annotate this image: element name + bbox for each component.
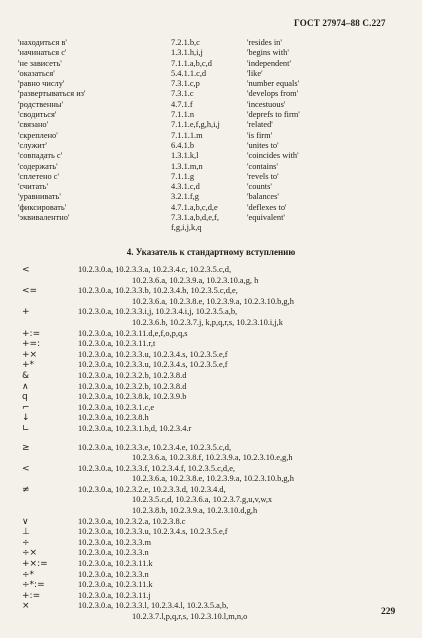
glossary-term-en: 'unites to' <box>247 140 279 150</box>
index-references: 10.2.3.6.b, 10.2.3.7.j, k,p,q,r,s, 10.2.3.10.i,j,k <box>132 317 283 327</box>
glossary-reference: 3.2.1.f,g <box>171 192 199 202</box>
index-row <box>18 392 408 403</box>
index-references: 10.2.3.0.a, 10.2.3.1.c,e <box>78 402 155 412</box>
glossary-term-ru: 'начинаться с' <box>18 48 67 58</box>
glossary-reference: 7.3.1.c,p <box>171 79 200 89</box>
index-symbol: +×:= <box>22 559 48 570</box>
glossary-term-en: 'incestuous' <box>247 99 286 109</box>
glossary-row <box>18 79 408 89</box>
index-references: 10.2.3.0.a, 10.2.3.3.u, 10.2.3.4.s, 10.2.3.5.e,f <box>78 349 228 359</box>
index-references: 10.2.3.0.a, 10.2.3.11.k <box>78 559 153 569</box>
glossary-term-ru: 'развертываться из' <box>18 89 86 99</box>
index-symbol: +× <box>22 349 38 360</box>
glossary-reference: 7.1.1.n <box>171 110 195 120</box>
index-symbol: ÷× <box>22 548 38 559</box>
glossary-term-ru: 'равно числу' <box>18 79 65 89</box>
index-symbol: +* <box>22 360 35 371</box>
glossary-reference: 7.3.1.a,b,d,e,f, <box>171 213 219 223</box>
index-row <box>18 265 408 276</box>
index-references: 10.2.3.0.a, 10.2.3.3.n <box>78 569 149 579</box>
index-references: 10.2.3.8.b, 10.2.3.9.a, 10.2.3.10.d,g,h <box>132 506 258 516</box>
glossary-term-en: 'resides in' <box>247 38 282 47</box>
index-references: 10.2.3.0.a, 10.2.3.2.b, 10.2.3.8.d <box>78 370 187 380</box>
glossary-row <box>18 120 408 130</box>
glossary-term-ru: 'находиться в' <box>18 38 67 47</box>
glossary-term-en: 'contains' <box>247 161 278 171</box>
index-references: 10.2.3.0.a, 10.2.3.3.u, 10.2.3.4.s, 10.2.3.5.e,f <box>78 527 228 537</box>
glossary-term-en: 'coincides with' <box>247 151 299 161</box>
glossary-row <box>18 203 408 213</box>
index-symbol: ∟ <box>22 423 30 434</box>
index-row <box>18 350 408 361</box>
index-references: 10.2.3.0.a, 10.2.3.3.n <box>78 548 149 558</box>
index-references: 10.2.3.5.c,d, 10.2.3.6.a, 10.2.3.7.g,u,v,w,x <box>132 495 273 505</box>
index-symbol: + <box>22 307 30 318</box>
glossary-reference: 7.1.1.g <box>171 171 195 181</box>
index-references: 10.2.3.6.a, 10.2.3.8.f, 10.2.3.9.a, 10.2.3.10.e,g,h <box>132 453 293 463</box>
index-references: 10.2.3.0.a, 10.2.3.11.k <box>78 580 153 590</box>
glossary-reference: 4.7.1.a,b,c,d,e <box>171 202 218 212</box>
index-references: 10.2.3.0.a, 10.2.3.2.a, 10.2.3.8.c <box>78 516 186 526</box>
index-references: 10.2.3.0.a, 10.2.3.3.a, 10.2.3.4.c, 10.2.3.5.c,d, <box>78 265 232 274</box>
index-row <box>18 474 408 485</box>
glossary-row <box>18 223 408 233</box>
glossary-reference: 7.1.1.e,f,g,h,i,j <box>171 120 220 130</box>
glossary-row <box>18 100 408 110</box>
index-symbol: ÷* <box>22 569 35 580</box>
glossary-term-en: 'like' <box>247 68 263 78</box>
index-row <box>18 297 408 308</box>
index-row <box>18 403 408 414</box>
glossary-reference: 7.2.1.b,c <box>171 38 200 47</box>
index-row <box>18 329 408 340</box>
glossary-term-ru: 'уравнивать' <box>18 192 61 202</box>
glossary-reference: 7.3.1.c <box>171 89 194 99</box>
index-symbol: ⌐ <box>22 402 30 413</box>
index-symbol: < <box>22 463 30 474</box>
index-references: 10.2.3.0.a, 10.2.3.3.f, 10.2.3.4.f, 10.2.3.5.c,d,e, <box>78 463 236 473</box>
index-references: 10.2.3.0.a, 10.2.3.11.r,t <box>78 339 156 349</box>
glossary-row <box>18 182 408 192</box>
glossary-reference: 7.1.1.1.m <box>171 130 203 140</box>
index-row <box>18 413 408 424</box>
index-references: 10.2.3.0.a, 10.2.3.11.d,e,f,o,p,q,s <box>78 328 188 338</box>
index-symbol: q <box>22 392 28 403</box>
index-references: 10.2.3.0.a, 10.2.3.8.h <box>78 413 149 423</box>
index-symbol: ≥ <box>22 442 30 453</box>
index-row <box>18 591 408 602</box>
glossary-row <box>18 141 408 151</box>
index-symbol: +:= <box>22 328 41 339</box>
glossary-term-en: 'begins with' <box>247 48 289 58</box>
glossary-term-en: 'develops from' <box>247 89 299 99</box>
index-references: 10.2.3.6.a, 10.2.3.8.e, 10.2.3.9.a, 10.2.3.10.b,g,h <box>132 474 294 484</box>
index-row <box>18 612 408 623</box>
glossary-row <box>18 213 408 223</box>
index-row <box>18 371 408 382</box>
glossary-term-en: 'revels to' <box>247 171 279 181</box>
index-row <box>18 382 408 393</box>
glossary-term-ru: 'сплетено с' <box>18 171 59 181</box>
index-symbol: +=: <box>22 339 41 350</box>
index-row <box>18 485 408 496</box>
index-references: 10.2.3.0.a, 10.2.3.2.b, 10.2.3.8.d <box>78 381 187 391</box>
glossary-reference: 6.4.1.b <box>171 140 195 150</box>
glossary-reference: 1.3.1.h,i,j <box>171 48 203 58</box>
glossary-row <box>18 89 408 99</box>
index-references: 10.2.3.0.a, 10.2.3.3.l, 10.2.3.4.l, 10.2.3.5.a,b, <box>78 601 229 611</box>
glossary-row <box>18 151 408 161</box>
glossary-term-ru: 'считать' <box>18 182 49 192</box>
glossary-term-ru: 'оказаться' <box>18 68 55 78</box>
glossary-term-ru: 'скреплено' <box>18 130 58 140</box>
index-references: 10.2.3.0.a, 10.2.3.11.j <box>78 590 151 600</box>
index-symbol: +:= <box>22 590 41 601</box>
index-references: 10.2.3.0.a, 10.2.3.3.i,j, 10.2.3.4.i,j, 10.2.3.5.a,b, <box>78 307 238 317</box>
index-row <box>18 424 408 435</box>
glossary-term-en: 'balances' <box>247 192 279 202</box>
glossary-term-en: 'related' <box>247 120 273 130</box>
index-row <box>18 580 408 591</box>
glossary-reference: 5.4.1.1.c,d <box>171 68 207 78</box>
index-references: 10.2.3.0.a, 10.2.3.8.k, 10.2.3.9.b <box>78 392 187 402</box>
index-row <box>18 495 408 506</box>
index-row <box>18 453 408 464</box>
index-row <box>18 464 408 475</box>
glossary-term-ru: 'не зависеть' <box>18 58 62 68</box>
glossary-reference: 1.3.1.k,l <box>171 151 199 161</box>
index-row <box>18 538 408 549</box>
index-row <box>18 443 408 454</box>
page-header: ГОСТ 27974–88 С.227 <box>294 18 386 28</box>
index-symbol: & <box>22 370 30 381</box>
glossary-term-ru: 'эквивалентно' <box>18 213 70 223</box>
index-references: 10.2.3.0.a, 10.2.3.2.e, 10.2.3.3.d, 10.2.3.4.d, <box>78 484 226 494</box>
index-row <box>18 527 408 538</box>
glossary-term-en: 'number equals' <box>247 79 300 89</box>
index-row <box>18 570 408 581</box>
glossary-term-ru: 'сводиться' <box>18 110 57 120</box>
glossary-term-en: 'equivalent' <box>247 213 285 223</box>
index-symbol: <= <box>22 286 38 297</box>
index-symbol: ∨ <box>22 516 29 527</box>
glossary-term-ru: 'связано' <box>18 120 49 130</box>
index-row <box>18 506 408 517</box>
glossary-row <box>18 110 408 120</box>
glossary-row <box>18 131 408 141</box>
glossary-reference: 1.3.1.m,n <box>171 161 203 171</box>
index-symbol: ∧ <box>22 381 29 392</box>
index-symbol: ⊥ <box>22 527 30 538</box>
glossary-row <box>18 69 408 79</box>
index-references: 10.2.3.6.a, 10.2.3.9.a, 10.2.3.10.a,g, h <box>132 275 259 285</box>
index-references: 10.2.3.0.a, 10.2.3.3.b, 10.2.3.4.b, 10.2.3.5.c,d,e, <box>78 286 238 296</box>
index-row <box>18 307 408 318</box>
index-symbol: < <box>22 265 30 275</box>
glossary-row <box>18 59 408 69</box>
index-row <box>18 559 408 570</box>
glossary-list <box>18 38 408 234</box>
index-row <box>18 360 408 371</box>
index-row <box>18 318 408 329</box>
index-row <box>18 286 408 297</box>
index-symbol: ÷*:= <box>22 580 45 591</box>
glossary-row <box>18 192 408 202</box>
glossary-term-ru: 'родственны' <box>18 99 64 109</box>
glossary-row <box>18 172 408 182</box>
page-number: 229 <box>381 607 396 617</box>
index-references: 10.2.3.0.a, 10.2.3.1.b,d, 10.2.3.4.r <box>78 423 192 433</box>
glossary-term-en: 'independent' <box>247 58 291 68</box>
index-symbol: ↓ <box>22 413 30 424</box>
glossary-row <box>18 38 408 48</box>
index-symbol: ÷ <box>22 537 30 548</box>
index-references: 10.2.3.7.l,p,q,r,s, 10.2.3.10.l,m,n,o <box>132 612 248 621</box>
index-symbol: ≠ <box>22 484 30 495</box>
glossary-row <box>18 48 408 58</box>
glossary-term-en: 'deprefs to firm' <box>247 110 300 120</box>
section-title: 4. Указатель к стандартному вступлению <box>126 247 296 257</box>
index-references: 10.2.3.6.a, 10.2.3.8.e, 10.2.3.9.a, 10.2.3.10.b,g,h <box>132 296 294 306</box>
glossary-reference: 7.1.1.a,b,c,d <box>171 58 212 68</box>
glossary-row <box>18 162 408 172</box>
index-references: 10.2.3.0.a, 10.2.3.3.u, 10.2.3.4.s, 10.2.3.5.e,f <box>78 360 228 370</box>
glossary-term-ru: 'фиксировать' <box>18 202 67 212</box>
glossary-term-en: 'deflexes to' <box>247 202 287 212</box>
index-row <box>18 548 408 559</box>
standard-prelude-index <box>18 265 408 623</box>
glossary-term-en: 'counts' <box>247 182 272 192</box>
index-symbol: × <box>22 601 30 612</box>
glossary-reference: f,g,i,j,k,q <box>171 223 202 233</box>
glossary-term-en: 'is firm' <box>247 130 273 140</box>
glossary-reference: 4.7.1.f <box>171 99 193 109</box>
index-row <box>18 601 408 612</box>
index-row <box>18 517 408 528</box>
index-row <box>18 339 408 350</box>
glossary-term-ru: 'совпадать с' <box>18 151 63 161</box>
glossary-term-ru: 'содержать' <box>18 161 58 171</box>
index-references: 10.2.3.0.a, 10.2.3.3.m <box>78 537 152 547</box>
glossary-term-ru: 'служит' <box>18 140 47 150</box>
index-row <box>18 276 408 287</box>
index-references: 10.2.3.0.a, 10.2.3.3.e, 10.2.3.4.e, 10.2.3.5.c,d, <box>78 442 232 452</box>
glossary-reference: 4.3.1.c,d <box>171 182 200 192</box>
